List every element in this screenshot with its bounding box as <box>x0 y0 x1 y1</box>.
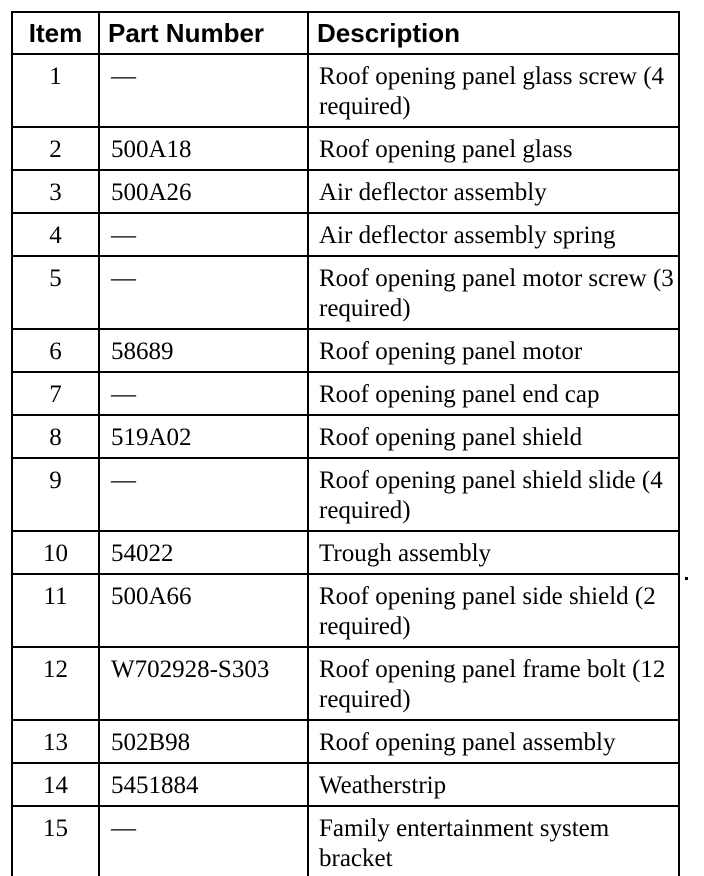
parts-table <box>11 11 680 876</box>
description-cell: Weatherstrip <box>308 763 679 806</box>
table-row <box>12 763 679 806</box>
part-number-cell: 5451884 <box>99 763 308 806</box>
part-number-cell: W702928-S303 <box>99 647 308 720</box>
item-cell: 2 <box>12 127 99 170</box>
table-row <box>12 647 679 720</box>
stray-dot <box>685 577 688 580</box>
table-row <box>12 256 679 329</box>
description-cell: Roof opening panel assembly <box>308 720 679 763</box>
table-row <box>12 458 679 531</box>
description-cell: Roof opening panel glass screw (4 required) <box>308 54 679 127</box>
item-cell: 7 <box>12 372 99 415</box>
table-row <box>12 127 679 170</box>
description-cell: Roof opening panel motor screw (3 required) <box>308 256 679 329</box>
item-cell: 12 <box>12 647 99 720</box>
item-cell: 9 <box>12 458 99 531</box>
part-number-cell: — <box>99 458 308 531</box>
part-number-cell: — <box>99 806 308 876</box>
table-row <box>12 213 679 256</box>
part-number-cell: 500A26 <box>99 170 308 213</box>
part-number-cell: 502B98 <box>99 720 308 763</box>
item-cell: 1 <box>12 54 99 127</box>
part-number-cell: — <box>99 54 308 127</box>
table-row <box>12 574 679 647</box>
part-number-cell: 519A02 <box>99 415 308 458</box>
description-cell: Roof opening panel shield slide (4 required) <box>308 458 679 531</box>
description-cell: Family entertainment system bracket <box>308 806 679 876</box>
part-number-cell: 500A66 <box>99 574 308 647</box>
table-body <box>12 54 679 876</box>
item-cell: 13 <box>12 720 99 763</box>
item-cell: 15 <box>12 806 99 876</box>
description-cell: Roof opening panel shield <box>308 415 679 458</box>
table-row <box>12 170 679 213</box>
description-cell: Roof opening panel side shield (2 required) <box>308 574 679 647</box>
table-row <box>12 415 679 458</box>
table-row <box>12 329 679 372</box>
item-cell: 5 <box>12 256 99 329</box>
part-number-cell: — <box>99 256 308 329</box>
description-cell: Roof opening panel motor <box>308 329 679 372</box>
item-cell: 4 <box>12 213 99 256</box>
part-number-cell: — <box>99 213 308 256</box>
description-cell: Roof opening panel end cap <box>308 372 679 415</box>
item-cell: 10 <box>12 531 99 574</box>
description-cell: Air deflector assembly spring <box>308 213 679 256</box>
item-cell: 3 <box>12 170 99 213</box>
table-row <box>12 531 679 574</box>
part-number-cell: 58689 <box>99 329 308 372</box>
item-cell: 11 <box>12 574 99 647</box>
item-cell: 8 <box>12 415 99 458</box>
table-row <box>12 720 679 763</box>
item-cell: 14 <box>12 763 99 806</box>
description-cell: Air deflector assembly <box>308 170 679 213</box>
description-cell: Roof opening panel glass <box>308 127 679 170</box>
part-number-cell: 54022 <box>99 531 308 574</box>
description-cell: Trough assembly <box>308 531 679 574</box>
column-header-item: Item <box>12 12 99 54</box>
column-header-description: Description <box>308 12 679 54</box>
column-header-part-number: Part Number <box>99 12 308 54</box>
table-row <box>12 372 679 415</box>
table-header-row <box>12 12 679 54</box>
part-number-cell: 500A18 <box>99 127 308 170</box>
part-number-cell: — <box>99 372 308 415</box>
table-row <box>12 806 679 876</box>
description-cell: Roof opening panel frame bolt (12 required) <box>308 647 679 720</box>
item-cell: 6 <box>12 329 99 372</box>
table-row <box>12 54 679 127</box>
